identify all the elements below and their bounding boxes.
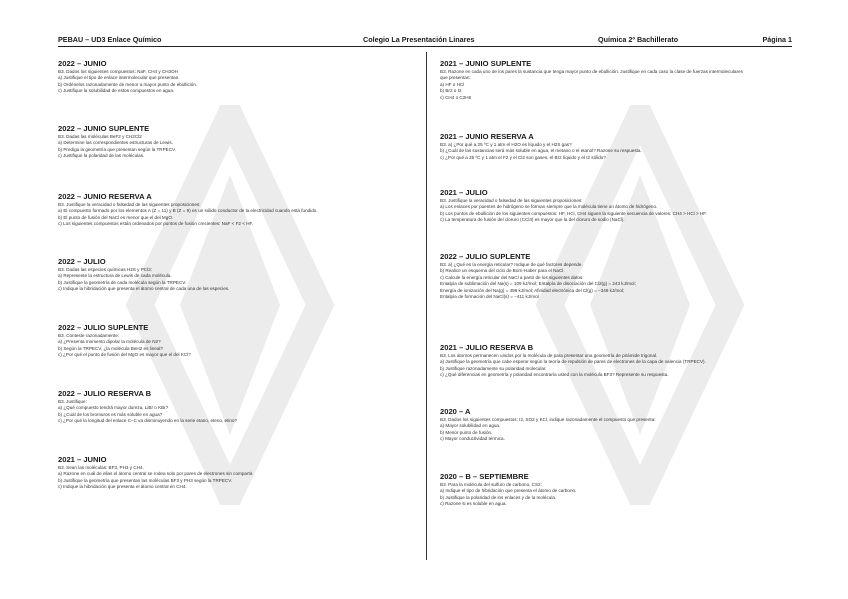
question-heading: 2022 – JUNIO: [58, 59, 107, 68]
question-line: b) Prediga la geometría que presentan según la TRPECV.: [58, 146, 176, 152]
question-line: c) Indique la hibridación que presenta el átomo central en CH4.: [58, 484, 187, 490]
question-line: a) ¿Qué compuesto tendrá mayor dureza, LiBr o KBr?: [58, 405, 169, 411]
question-block: [58, 257, 413, 293]
question-heading: 2021 – JULIO: [440, 188, 488, 197]
question-line: a) Justifique el tipo de enlace intermolecular que presentan.: [58, 75, 180, 81]
question-line: a) Indique el tipo de hibridación que presenta el átomo de carbono.: [440, 488, 577, 494]
question-line: B3. Dados los siguientes compuestos: I2, SO2 y KCl, indique razonadamente el compuesto que presenta:: [440, 417, 656, 422]
question-line: b) Los puntos de ebullición de los siguientes compuestos: HF, HCl, CH4 siguen la siguiente secuencia de valores: CH4 > HCl > HF.: [440, 210, 707, 216]
question-line: a) Determine las correspondientes estructuras de Lewis.: [58, 140, 173, 146]
question-line: c) ¿Por qué la longitud del enlace C–C va disminuyendo en la serie etano, eteno, etino?: [58, 418, 238, 424]
question-line: que presentan:: [440, 75, 471, 81]
question-line: a) ¿Presenta momento dipolar la molécula de N2?: [58, 339, 161, 345]
question-heading: 2022 – JULIO RESERVA B: [58, 389, 152, 398]
question-block: [440, 132, 795, 161]
question-line: B3. Dados los siguientes compuestos: NaF, CH4 y CH3OH: [58, 69, 178, 74]
question-heading: 2021 – JUNIO RESERVA A: [440, 132, 534, 141]
question-heading: 2022 – JULIO SUPLENTE: [58, 323, 149, 332]
question-line: c) Justifique la solubilidad de estos compuestos en agua.: [58, 88, 175, 94]
header-page-number: Página 1: [762, 35, 792, 44]
question-line: b) Según la TRPECV, ¿la molécula BeH2 es lineal?: [58, 345, 163, 351]
question-line: a) Justifique la geometría que cabe esperar según la teoría de repulsión de pares de electrones de la capa de valencia (TRPECV).: [440, 359, 706, 365]
question-line: B3. Justifique la veracidad o falsedad de las siguientes proposiciones:: [440, 198, 583, 203]
question-line: b) Menor punto de fusión.: [440, 429, 493, 435]
question-line: c) ¿Qué diferencias en geometría y polaridad encontraría usted con la molécula BF3? Represente su respuesta.: [440, 372, 669, 378]
question-line: B3. Justifique:: [58, 399, 87, 404]
question-heading: 2021 – JULIO RESERVA B: [440, 343, 534, 352]
question-block: [58, 323, 413, 359]
question-line: B3. Justifique la veracidad o falsedad de las siguientes proposiciones:: [58, 202, 201, 207]
question-block: [440, 252, 795, 300]
question-block: [440, 472, 795, 508]
question-line: a) HF o HCl: [440, 81, 465, 87]
question-line: Entalpía de sublimación del Na(s) = 109 kJ/mol; Entalpía de disociación del Cl2(g) = 243 kJ/mol;: [440, 281, 636, 287]
question-line: b) Justifique razonadamente su polaridad molecular.: [440, 365, 547, 371]
question-line: b) ¿Cuál de los bromuros es más soluble en agua?: [58, 411, 163, 417]
question-line: c) Mayor conductividad térmica.: [440, 436, 505, 442]
question-line: b) Realice un esquema del ciclo de Born-Haber para el NaCl.: [440, 268, 565, 274]
question-line: b) Justifique la geometría que presentan las moléculas BF3 y PH3 según la TRPECV.: [58, 477, 233, 483]
question-line: c) ¿Por qué el punto de fusión del MgO es mayor que el del KCl?: [58, 352, 191, 358]
question-block: [58, 59, 413, 95]
header-course: Química 2º Bachillerato: [598, 35, 679, 44]
school-crest-watermark-left: [110, 105, 350, 505]
question-heading: 2021 – JUNIO: [58, 455, 107, 464]
question-block: [58, 192, 413, 228]
question-line: c) Calcule la energía reticular del NaCl a partir de los siguientes datos:: [440, 274, 584, 280]
question-line: B3. a) ¿Por qué a 25 ºC y 1 atm el H2O es líquido y el H2S gas?: [440, 142, 572, 147]
question-line: a) El compuesto formado por los elementos A (Z = 11) y B (Z = 9) es un sólido conductor de la electricidad cuando está fundido.: [58, 208, 318, 214]
question-block: [58, 389, 413, 425]
question-line: B3. a) ¿Qué es la energía reticular? Indique de qué factores depende.: [440, 262, 583, 267]
question-heading: 2021 – JUNIO SUPLENTE: [440, 59, 532, 68]
question-line: b) ¿Cuál de las sustancias será más soluble en agua, el metano o el etanol? Razone su respuesta.: [440, 148, 642, 154]
question-heading: 2022 – JUNIO SUPLENTE: [58, 124, 150, 133]
question-line: Entalpía de formación del NaCl(s) = −411 kJ/mol: [440, 294, 539, 300]
question-heading: 2022 – JULIO SUPLENTE: [440, 252, 531, 261]
question-line: B3. Para la molécula del sulfuro de carbono, CS2:: [440, 482, 542, 487]
question-line: a) Razone en cuál de ellas el átomo central se rodea solo por pares de electrones sin compartir.: [58, 471, 254, 477]
question-heading: 2022 – JUNIO RESERVA A: [58, 192, 152, 201]
page-header: [58, 34, 792, 47]
question-block: [440, 188, 795, 224]
question-line: a) Mayor solubilidad en agua.: [440, 423, 501, 429]
question-heading: 2022 – JULIO: [58, 257, 106, 266]
question-line: c) Razone si es soluble en agua.: [440, 501, 507, 507]
question-line: a) Represente la estructura de Lewis de cada molécula.: [58, 273, 172, 279]
question-line: B3. Razone en cada uno de los pares la sustancia que tenga mayor punto de ebullición. Justifique en cada caso la clase de fuerzas intermoleculares: [440, 69, 743, 74]
question-line: b) Ordénelos razonadamente de menor a mayor punto de ebullición.: [58, 81, 198, 87]
question-block: [440, 343, 795, 379]
question-heading: 2020 – B – SEPTIEMBRE: [440, 472, 529, 481]
question-line: c) La temperatura de fusión del cloruro (CCl4) es mayor que la del cloruro de sodio (NaCl).: [440, 217, 625, 223]
question-line: B3. Dadas las especies químicas H2S y PCl3:: [58, 267, 152, 272]
header-school-name: Colegio La Presentación Linares: [363, 35, 475, 44]
question-block: [440, 59, 795, 101]
question-line: c) CH4 o C2H6: [440, 94, 472, 100]
question-line: a) Los enlaces por puentes de hidrógeno se forman siempre que la molécula tiene un átomo de hidrógeno.: [440, 204, 658, 210]
question-line: c) Indique la hibridación que presenta el átomo central de cada una de las especies.: [58, 286, 230, 292]
question-line: c) Los siguientes compuestos están ordenados por puntos de fusión crecientes: NaF < F2 < HF.: [58, 221, 254, 227]
question-block: [440, 407, 795, 443]
question-line: B3. Conteste razonadamente:: [58, 333, 120, 338]
question-block: [58, 455, 413, 491]
question-line: B3. Sean las moléculas: BF3, PH3 y CH4.: [58, 465, 144, 470]
school-crest-watermark-right: [520, 105, 760, 505]
question-block: [58, 124, 413, 160]
header-unit-title: PEBAU – UD3 Enlace Químico: [58, 35, 162, 44]
column-divider: [426, 52, 427, 560]
question-line: B3. Dadas las moléculas BeF2 y CH2Cl2: [58, 134, 142, 139]
question-line: B3. Los átomos permanecen unidos por la molécula de para presentar una geometría de pirámide trigonal.: [440, 353, 658, 358]
question-line: b) Justifique la polaridad de los enlaces y de la molécula.: [440, 494, 557, 500]
question-line: b) El punto de fusión del NaCl es menor que el del MgO.: [58, 214, 174, 220]
question-line: c) Justifique la polaridad de las moléculas.: [58, 153, 145, 159]
question-line: Energía de ionización del Na(g) = 496 kJ/mol; Afinidad electrónica del Cl(g) = −348 kJ/mol;: [440, 287, 625, 293]
question-heading: 2020 – A: [440, 407, 471, 416]
question-line: c) ¿Por qué a 25 ºC y 1 atm el F2 y el Cl2 son gases, el Br2 líquido y el I2 sólido?: [440, 154, 606, 160]
question-line: b) Br2 o I2: [440, 88, 462, 94]
question-line: b) Justifique la geometría de cada molécula según la TRPECV.: [58, 279, 187, 285]
